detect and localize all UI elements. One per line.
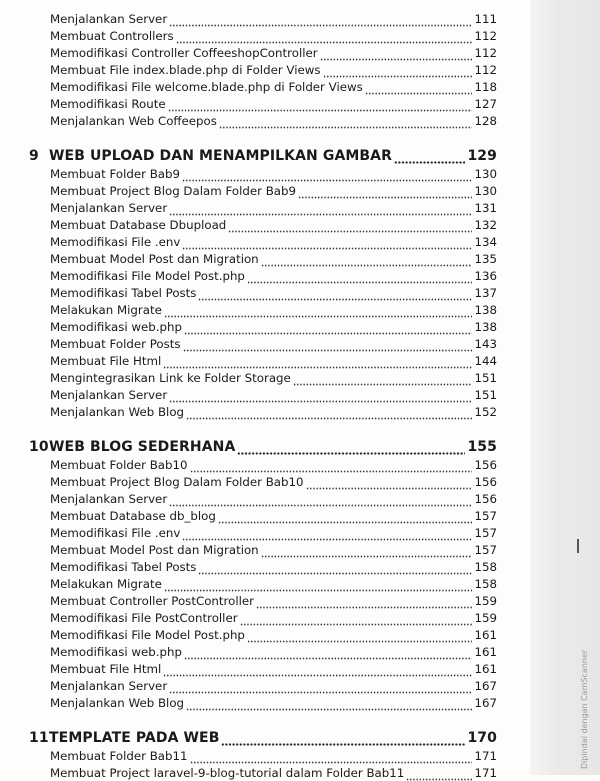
toc-entry-page: 143 [474,337,497,351]
toc-entry-page: 157 [474,543,497,557]
dot-leader [298,187,472,199]
toc-entry-page: 167 [474,679,497,693]
dot-leader [169,495,472,507]
toc-entry-title: Membuat File index.blade.php di Folder Views [50,63,321,77]
chapter-number: 10 [29,439,49,455]
dot-leader [186,408,472,420]
dot-leader [218,512,473,524]
chapter-number: 11 [29,730,49,746]
toc-entry [50,285,497,301]
toc-entry-page: 157 [474,526,497,540]
dot-leader [237,441,465,455]
toc-entry [50,268,497,284]
dot-leader [186,699,472,711]
dot-leader [247,272,473,284]
toc-entry-title: Memodifikasi Tabel Posts [50,286,197,300]
toc-entry-page: 151 [474,371,497,385]
toc-entry-title: Memodifikasi Route [50,97,166,111]
toc-entry-page: 151 [474,388,497,402]
dot-leader [163,357,472,369]
toc-entry-page: 138 [474,320,497,334]
toc-entry-page: 156 [474,458,497,472]
dot-leader [221,732,465,746]
toc-entry-page: 161 [474,662,497,676]
toc-entry-page: 158 [474,560,497,574]
toc-entry [50,62,497,78]
toc-entry [50,370,497,386]
dot-leader [163,665,472,677]
dot-leader [261,255,473,267]
dot-leader [169,204,472,216]
toc-entry-page: 135 [474,252,497,266]
toc-entry-title: Mengintegrasikan Link ke Folder Storage [50,371,291,385]
dot-leader [169,391,472,403]
toc-entry-title: Memodifikasi web.php [50,320,182,334]
margin-mark [577,539,579,553]
toc-entry-page: 167 [474,696,497,710]
chapter-title: WEB UPLOAD DAN MENAMPILKAN GAMBAR [49,148,392,164]
toc-entry-title: Membuat Folder Bab9 [50,167,181,181]
toc-entry [50,79,497,95]
toc-entry-title: Membuat Controller PostController [50,594,254,608]
toc-entry [50,559,497,575]
dot-leader [182,170,472,182]
dot-leader [306,478,473,490]
toc-entry [50,593,497,609]
toc-entry-title: Membuat Database Dbupload [50,218,227,232]
toc-entry [50,353,497,369]
dot-leader [169,15,472,27]
toc-entry-title: Menjalankan Server [50,201,168,215]
scanner-watermark: Dipindai dengan CamScanner [580,649,589,769]
dot-leader [256,597,472,609]
toc-entry-title: Menjalankan Web Blog [50,405,185,419]
toc-entry-title: Membuat Database db_blog [50,509,216,523]
toc-entry [50,183,497,199]
chapter-title: WEB BLOG SEDERHANA [49,439,236,455]
toc-entry-page: 158 [474,577,497,591]
toc-entry [50,336,497,352]
chapter-heading [29,726,497,746]
toc-entry [50,525,497,541]
toc-entry [50,11,497,27]
toc-entry [50,234,497,250]
toc-entry-title: Membuat Folder Posts [50,337,181,351]
toc-entry-page: 161 [474,645,497,659]
dot-leader [183,340,473,352]
toc-entry-page: 171 [474,766,497,780]
dot-leader [240,614,473,626]
toc-entry-page: 130 [474,167,497,181]
chapter-page: 170 [467,730,497,746]
dot-leader [406,769,472,781]
dot-leader [164,306,473,318]
dot-leader [190,461,473,473]
dot-leader [176,32,473,44]
page-edge-shadow [530,0,600,775]
toc-entry-page: 161 [474,628,497,642]
chapter-title: TEMPLATE PADA WEB [49,730,220,746]
toc-entry-title: Memodifikasi Tabel Posts [50,560,197,574]
chapter-heading [29,435,497,455]
toc-entry-page: 132 [474,218,497,232]
toc-entry [50,45,497,61]
dot-leader [168,100,473,112]
toc-entry-page: 118 [474,80,497,94]
toc-entry-page: 112 [474,46,497,60]
dot-leader [169,682,472,694]
toc-entry [50,457,497,473]
toc-entry-page: 112 [474,29,497,43]
toc-entry-page: 137 [474,286,497,300]
dot-leader [190,752,473,764]
toc-entry-title: Menjalankan Server [50,492,168,506]
toc-entry-page: 131 [474,201,497,215]
toc-entry-title: Memodifikasi File .env [50,235,181,249]
dot-leader [228,221,472,233]
chapter-heading [29,144,497,164]
dot-leader [394,150,465,164]
toc-entry [50,610,497,626]
toc-entry-page: 136 [474,269,497,283]
dot-leader [198,289,472,301]
toc-entry-title: Menjalankan Web Blog [50,696,185,710]
dot-leader [184,323,473,335]
dot-leader [261,546,473,558]
toc-entry-title: Membuat Model Post dan Migration [50,543,259,557]
toc-entry-title: Membuat File Html [50,662,162,676]
toc-entry-title: Memodifikasi Controller CoffeeshopController [50,46,318,60]
chapter-page: 155 [467,439,497,455]
chapter-page: 129 [467,148,497,164]
toc-entry-title: Membuat Folder Bab10 [50,458,188,472]
dot-leader [182,238,472,250]
toc-entry-title: Menjalankan Web Coffeepos [50,114,217,128]
toc-entry-title: Menjalankan Server [50,12,168,26]
dot-leader [320,49,473,61]
toc-entry [50,644,497,660]
toc-entry [50,200,497,216]
toc-entry-page: 156 [474,492,497,506]
toc-entry-title: Membuat File Html [50,354,162,368]
toc-entry [50,491,497,507]
toc-entry [50,28,497,44]
toc-entry-page: 138 [474,303,497,317]
toc-entry-page: 144 [474,354,497,368]
toc-entry [50,542,497,558]
toc-entry-title: Memodifikasi File PostController [50,611,238,625]
toc-entry [50,166,497,182]
toc-entry [50,96,497,112]
toc-entry-page: 128 [474,114,497,128]
toc-entry [50,319,497,335]
toc-entry-page: 159 [474,594,497,608]
toc-entry-title: Melakukan Migrate [50,577,162,591]
toc-entry-title: Membuat Project Blog Dalam Folder Bab9 [50,184,297,198]
dot-leader [198,563,472,575]
toc-entry-title: Membuat Project Blog Dalam Folder Bab10 [50,475,304,489]
toc-entry-title: Membuat Controllers [50,29,174,43]
toc-entry-title: Memodifikasi File welcome.blade.php di Folder Views [50,80,363,94]
toc-entry-title: Membuat Folder Bab11 [50,749,188,763]
dot-leader [184,648,473,660]
toc-entry-title: Menjalankan Server [50,679,168,693]
toc-entry [50,695,497,711]
toc-entry [50,404,497,420]
toc-entry [50,627,497,643]
toc-entry [50,474,497,490]
dot-leader [365,83,473,95]
dot-leader [182,529,472,541]
dot-leader [219,117,473,129]
toc-entry [50,387,497,403]
toc-entry-title: Melakukan Migrate [50,303,162,317]
toc-entry [50,113,497,129]
toc-entry-page: 171 [474,749,497,763]
toc-entry-page: 156 [474,475,497,489]
toc-entry-page: 159 [474,611,497,625]
toc-entry-page: 152 [474,405,497,419]
toc-entry-page: 112 [474,63,497,77]
toc-entry-title: Memodifikasi File Model Post.php [50,269,245,283]
toc-entry [50,217,497,233]
toc-entry-title: Memodifikasi File .env [50,526,181,540]
toc-entry-page: 157 [474,509,497,523]
toc-entry [50,765,497,781]
toc-entry-title: Memodifikasi web.php [50,645,182,659]
toc-entry [50,302,497,318]
toc-entry-title: Memodifikasi File Model Post.php [50,628,245,642]
toc-entry [50,508,497,524]
toc-entry-title: Membuat Model Post dan Migration [50,252,259,266]
toc-entry [50,661,497,677]
toc-entry [50,576,497,592]
toc-entry-page: 111 [474,12,497,26]
toc-entry-page: 127 [474,97,497,111]
chapter-number: 9 [29,148,39,164]
toc-entry [50,678,497,694]
toc-entry-page: 134 [474,235,497,249]
toc-entry-page: 130 [474,184,497,198]
toc-entry-title: Membuat Project laravel-9-blog-tutorial dalam Folder Bab11 [50,766,405,780]
dot-leader [293,374,473,386]
dot-leader [247,631,473,643]
toc-entry-title: Menjalankan Server [50,388,168,402]
toc-entry [50,748,497,764]
toc-entry [50,251,497,267]
dot-leader [164,580,473,592]
dot-leader [323,66,473,78]
